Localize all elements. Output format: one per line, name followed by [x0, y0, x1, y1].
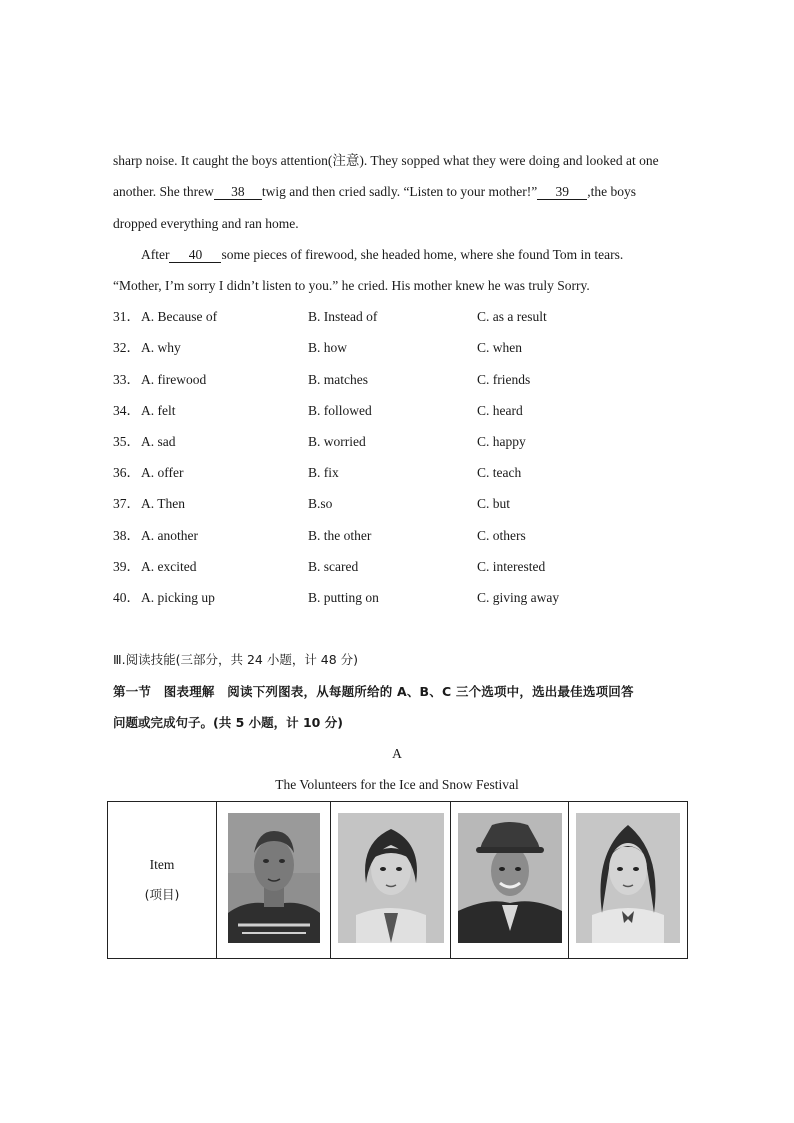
photo-cell — [217, 802, 331, 959]
passage-text: another. She threw — [113, 184, 214, 199]
option-a: A. firewood — [141, 372, 207, 387]
option-b: B. followed — [308, 403, 372, 418]
question-number: 37． — [113, 496, 140, 511]
option-a: A. Then — [141, 496, 185, 511]
passage-line-5 — [113, 277, 681, 295]
question-39 — [113, 558, 713, 576]
passage-text: sharp noise. It caught the boys attention(注意). They sopped what they were doing and looked at one — [113, 153, 659, 168]
section-heading: Ⅲ.阅读技能(三部分，共 24 小题，计 48 分) — [113, 652, 359, 667]
blank-40: 40 — [169, 247, 221, 263]
section-instruction-line-1: 第一节 图表理解 阅读下列图表，从每题所给的 A、B、C 三个选项中，选出最佳选项回答 — [113, 684, 634, 699]
question-number: 36． — [113, 465, 140, 480]
option-a: A. offer — [141, 465, 184, 480]
passage-line-1 — [113, 152, 681, 170]
question-32 — [113, 339, 713, 357]
passage-line-2 — [113, 183, 681, 201]
option-b: B. matches — [308, 372, 368, 387]
option-c: C. heard — [477, 403, 523, 418]
passage-text: twig and then cried sadly. “Listen to your mother!” — [261, 184, 538, 199]
passage-text: “Mother, I’m sorry I didn’t listen to you.” he cried. His mother knew he was truly Sorry. — [113, 278, 590, 293]
question-36 — [113, 464, 713, 482]
option-a: A. Because of — [141, 309, 218, 324]
photo-cell — [569, 802, 688, 959]
blank-38: 38 — [214, 184, 262, 200]
question-number: 34． — [113, 403, 140, 418]
option-c: C. interested — [477, 559, 546, 574]
option-a: A. felt — [141, 403, 176, 418]
item-header-cell — [108, 802, 217, 959]
option-b: B. worried — [308, 434, 366, 449]
passage-line-4 — [141, 246, 681, 264]
passage-text: After — [141, 247, 170, 262]
passage-text: dropped everything and ran home. — [113, 216, 299, 231]
option-a: A. why — [141, 340, 181, 355]
option-b: B. the other — [308, 528, 372, 543]
question-33 — [113, 371, 713, 389]
option-c: C. as a result — [477, 309, 547, 324]
passage-text: some pieces of firewood, she headed home, where she found Tom in tears. — [221, 247, 624, 262]
volunteer-photo-1 — [228, 813, 320, 943]
photo-cell — [451, 802, 569, 959]
option-b: B. scared — [308, 559, 359, 574]
question-number: 32． — [113, 340, 140, 355]
option-c: C. when — [477, 340, 522, 355]
blank-39: 39 — [537, 184, 587, 200]
option-a: A. sad — [141, 434, 176, 449]
question-number: 35． — [113, 434, 140, 449]
option-a: A. picking up — [141, 590, 215, 605]
question-37 — [113, 495, 713, 513]
passage-text: ,the boys — [587, 184, 637, 199]
option-a: A. excited — [141, 559, 197, 574]
option-c: C. happy — [477, 434, 526, 449]
option-c: C. giving away — [477, 590, 560, 605]
item-label: Item — [149, 857, 175, 872]
question-35 — [113, 433, 713, 451]
question-number: 31． — [113, 309, 140, 324]
passage-line-3 — [113, 215, 681, 233]
table-title: The Volunteers for the Ice and Snow Festival — [275, 777, 519, 792]
option-b: B. how — [308, 340, 348, 355]
section-instruction-line-2: 问题或完成句子。(共 5 小题，计 10 分) — [113, 715, 343, 730]
option-c: C. teach — [477, 465, 522, 480]
question-number: 38． — [113, 528, 140, 543]
part-label: A — [392, 746, 402, 761]
table-row — [108, 802, 688, 959]
option-c: C. but — [477, 496, 511, 511]
question-number: 39． — [113, 559, 140, 574]
option-b: B. putting on — [308, 590, 379, 605]
option-c: C. others — [477, 528, 526, 543]
option-b: B. Instead of — [308, 309, 378, 324]
volunteers-table — [107, 801, 688, 959]
question-40 — [113, 589, 713, 607]
question-31 — [113, 308, 713, 326]
question-38 — [113, 527, 713, 545]
item-label-cn: (项目) — [144, 887, 180, 902]
option-b: B. fix — [308, 465, 339, 480]
option-b: B.so — [308, 496, 333, 511]
question-34 — [113, 402, 713, 420]
volunteer-photo-2 — [338, 813, 444, 943]
question-number: 40． — [113, 590, 140, 605]
photo-cell — [331, 802, 451, 959]
volunteer-photo-4 — [576, 813, 680, 943]
option-c: C. friends — [477, 372, 531, 387]
option-a: A. another — [141, 528, 198, 543]
volunteer-photo-3 — [458, 813, 562, 943]
question-number: 33． — [113, 372, 140, 387]
